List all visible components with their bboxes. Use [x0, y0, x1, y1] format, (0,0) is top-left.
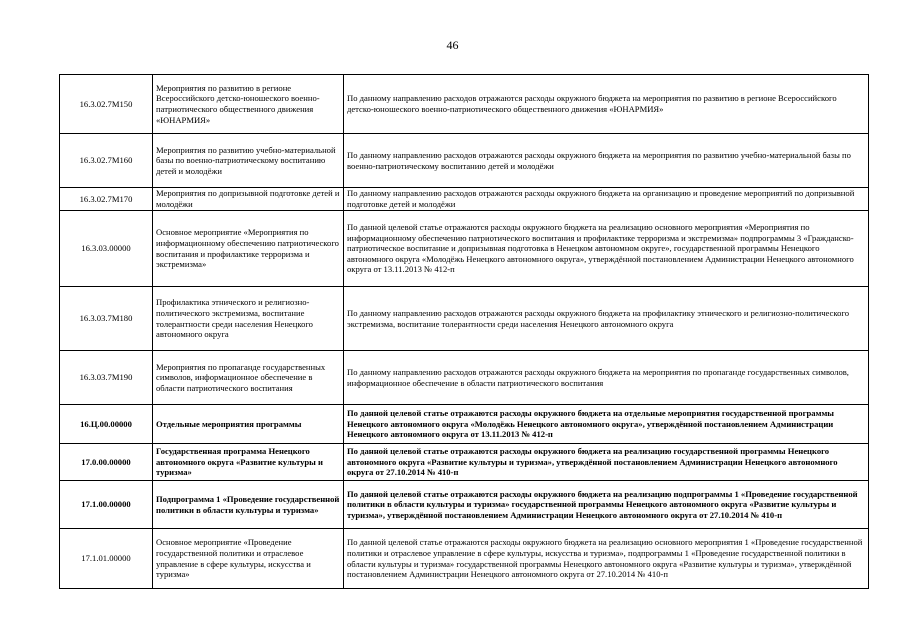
row-code: 17.1.01.00000	[60, 529, 153, 589]
row-code: 16.Ц.00.00000	[60, 405, 153, 444]
row-code: 17.1.00.00000	[60, 481, 153, 529]
table-row	[60, 188, 869, 211]
row-name: Профилактика этнического и религиозно-политического экстремизма, воспитание толерантности среди населения Ненецкого автономного округа	[153, 287, 344, 351]
table-row	[60, 481, 869, 529]
table-row	[60, 134, 869, 188]
table-row	[60, 529, 869, 589]
row-code: 16.3.02.7М170	[60, 188, 153, 211]
row-description: По данному направлению расходов отражаются расходы окружного бюджета на мероприятия по развитию учебно-материальной базы по военно-патриотическому воспитанию детей и молодёжи	[344, 134, 869, 188]
row-code: 16.3.02.7М150	[60, 75, 153, 134]
row-description: По данной целевой статье отражаются расходы окружного бюджета на реализацию основного мероприятия «Мероприятия по информационному обеспечению патриотического воспитания и профилактике терроризма и экстремизма» подпрограммы 3 «Гражданско-патриотическое воспитание и допризывная подготовка в Ненецком автономном округе», государственной программы Ненецкого автономного округа «Молодёжь Ненецкого автономного округа», утверждённой постановлением Администрации Ненецкого автономного округа от 13.11.2013 № 412-п	[344, 211, 869, 287]
row-name: Мероприятия по развитию в регионе Всероссийского детско-юношеского военно-патриотического общественного движения «ЮНАРМИЯ»	[153, 75, 344, 134]
row-name: Мероприятия по развитию учебно-материальной базы по военно-патриотическому воспитанию детей и молодёжи	[153, 134, 344, 188]
row-code: 16.3.02.7М160	[60, 134, 153, 188]
row-code: 17.0.00.00000	[60, 444, 153, 481]
row-code: 16.3.03.7М180	[60, 287, 153, 351]
row-description: По данной целевой статье отражаются расходы окружного бюджета на отдельные мероприятия государственной программы Ненецкого автономного округа «Молодёжь Ненецкого автономного округа», утверждённой постановлением Администрации Ненецкого автономного округа от 13.11.2013 № 412-п	[344, 405, 869, 444]
row-name: Мероприятия по допризывной подготовке детей и молодёжи	[153, 188, 344, 211]
row-description: По данному направлению расходов отражаются расходы окружного бюджета на профилактику этнического и религиозно-политического экстремизма, воспитание толерантности среди населения Ненецкого автономного округа	[344, 287, 869, 351]
page-number: 46	[446, 38, 459, 52]
row-description: По данному направлению расходов отражаются расходы окружного бюджета на мероприятия по развитию в регионе Всероссийского детско-юношеского военно-патриотического общественного движения «ЮНАРМИЯ»	[344, 75, 869, 134]
row-name: Отдельные мероприятия программы	[153, 405, 344, 444]
row-code: 16.3.03.00000	[60, 211, 153, 287]
table-row	[60, 405, 869, 444]
row-name: Основное мероприятие «Мероприятия по информационному обеспечению патриотического воспитания и профилактике терроризма и экстремизма»	[153, 211, 344, 287]
table-row	[60, 75, 869, 134]
table-row	[60, 351, 869, 405]
table-row	[60, 287, 869, 351]
table-row	[60, 211, 869, 287]
table-row	[60, 444, 869, 481]
row-description: По данной целевой статье отражаются расходы окружного бюджета на реализацию подпрограммы 1 «Проведение государственной политики в области культуры и туризма» государственной программы Ненецкого автономного округа «Развитие культуры и туризма», утверждённой постановлением Администрации Ненецкого автономного округа от 27.10.2014 № 410-п	[344, 481, 869, 529]
row-description: По данному направлению расходов отражаются расходы окружного бюджета на организацию и проведение мероприятий по допризывной подготовке детей и молодёжи	[344, 188, 869, 211]
row-name: Основное мероприятие «Проведение государственной политики и отраслевое управление в сфере культуры, искусства и туризма»	[153, 529, 344, 589]
row-name: Государственная программа Ненецкого автономного округа «Развитие культуры и туризма»	[153, 444, 344, 481]
budget-classification-table	[59, 74, 869, 589]
row-name: Мероприятия по пропаганде государственных символов, информационное обеспечение в области патриотического воспитания	[153, 351, 344, 405]
row-description: По данному направлению расходов отражаются расходы окружного бюджета на мероприятия по пропаганде государственных символов, информационное обеспечение в области патриотического воспитания	[344, 351, 869, 405]
row-name: Подпрограмма 1 «Проведение государственной политики в области культуры и туризма»	[153, 481, 344, 529]
row-code: 16.3.03.7М190	[60, 351, 153, 405]
row-description: По данной целевой статье отражаются расходы окружного бюджета на реализацию основного мероприятия 1 «Проведение государственной политики и отраслевое управление в сфере культуры, искусства и туризма», подпрограммы 1 «Проведение государственной политики в области культуры и туризма» государственной программы Ненецкого автономного округа «Развитие культуры и туризма», утверждённой постановлением Администрации Ненецкого автономного округа от 27.10.2014 № 410-п	[344, 529, 869, 589]
row-description: По данной целевой статье отражаются расходы окружного бюджета на реализацию государственной программы Ненецкого автономного округа «Развитие культуры и туризма», утверждённой постановлением Администрации Ненецкого автономного округа от 27.10.2014 № 410-п	[344, 444, 869, 481]
